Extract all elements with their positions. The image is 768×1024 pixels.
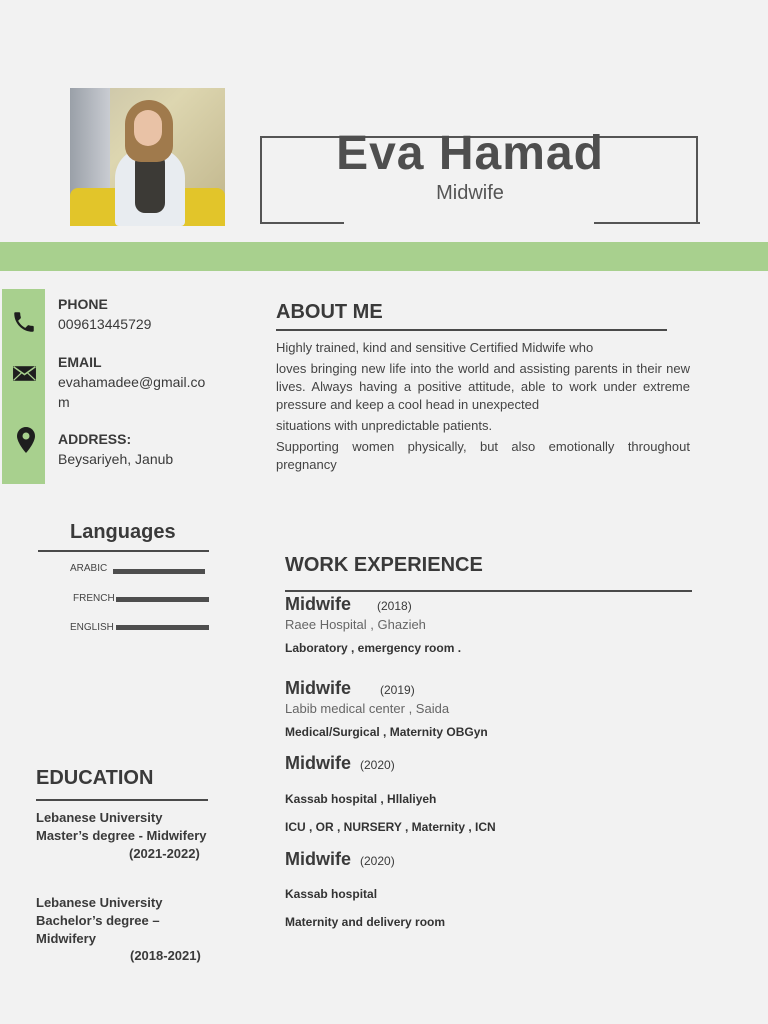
job-4-place: Kassab hospital (285, 887, 378, 901)
job-3-place: Kassab hospital , Hllaliyeh (285, 792, 437, 806)
job-1-desc: Laboratory , emergency room . (285, 641, 462, 655)
about-heading-rule (276, 329, 667, 331)
phone-label: PHONE (58, 296, 108, 312)
edu-1-years: (2021-2022) (129, 846, 200, 861)
full-name: Eva Hamad (336, 127, 604, 180)
map-pin-icon (14, 426, 38, 454)
edu-1-school: Lebanese University (36, 810, 163, 825)
language-bar-english (116, 625, 209, 630)
edu-2-degree-line2: Midwifery (36, 931, 96, 946)
phone-icon (11, 309, 37, 335)
education-heading: EDUCATION (36, 767, 154, 789)
work-heading: WORK EXPERIENCE (285, 554, 483, 576)
language-bar-arabic (113, 569, 205, 574)
language-label-french: FRENCH (73, 593, 115, 604)
about-line-3: situations with unpredictable patients. (276, 418, 493, 433)
envelope-icon (12, 361, 37, 386)
job-1-title: Midwife (285, 594, 351, 614)
edu-2-years: (2018-2021) (130, 948, 201, 963)
job-1-place: Raee Hospital , Ghazieh (285, 617, 426, 632)
job-2-desc: Medical/Surgical , Maternity OBGyn (285, 725, 488, 739)
address-value: Beysariyeh, Janub (58, 451, 174, 467)
job-title-header: Midwife (436, 182, 504, 204)
job-2-place: Labib medical center , Saida (285, 701, 450, 716)
language-bar-french (116, 597, 209, 602)
about-heading: ABOUT ME (276, 301, 383, 323)
job-2-year: (2019) (380, 683, 415, 697)
edu-1-degree: Master’s degree - Midwifery (36, 828, 207, 843)
job-4-desc: Maternity and delivery room (285, 915, 446, 929)
email-value-line1: evahamadee@gmail.co (58, 374, 206, 390)
about-line-2: loves bringing new life into the world and assisting parents in their new lives. Always having a positive attitude, able to work under extreme pressure and keep a cool head in unexpected (276, 361, 690, 412)
language-label-arabic: ARABIC (70, 563, 108, 574)
edu-2-school: Lebanese University (36, 895, 163, 910)
about-text (276, 339, 690, 477)
language-label-english: ENGLISH (70, 622, 114, 633)
job-1-year: (2018) (377, 599, 412, 613)
phone-value: 009613445729 (58, 316, 152, 332)
job-3-year: (2020) (360, 758, 395, 772)
job-4-title: Midwife (285, 849, 351, 869)
job-2-title: Midwife (285, 678, 351, 698)
about-line-4: Supporting women physically, but also emotionally throughout pregnancy (276, 439, 690, 472)
education-rule (36, 799, 208, 801)
profile-photo (70, 88, 225, 226)
edu-2-degree-line1: Bachelor’s degree – (36, 913, 160, 928)
email-value-line2: m (58, 394, 70, 410)
languages-rule (38, 550, 209, 552)
name-frame-bottom-left (260, 222, 344, 224)
about-line-1: Highly trained, kind and sensitive Certified Midwife who (276, 340, 594, 355)
email-label: EMAIL (58, 354, 102, 370)
work-heading-rule (285, 590, 692, 592)
name-frame-bottom-right (594, 222, 700, 224)
job-3-title: Midwife (285, 753, 351, 773)
header-accent-band (0, 242, 768, 271)
languages-heading: Languages (70, 521, 176, 543)
job-3-desc: ICU , OR , NURSERY , Maternity , ICN (285, 820, 496, 834)
address-label: ADDRESS: (58, 431, 132, 447)
job-4-year: (2020) (360, 854, 395, 868)
